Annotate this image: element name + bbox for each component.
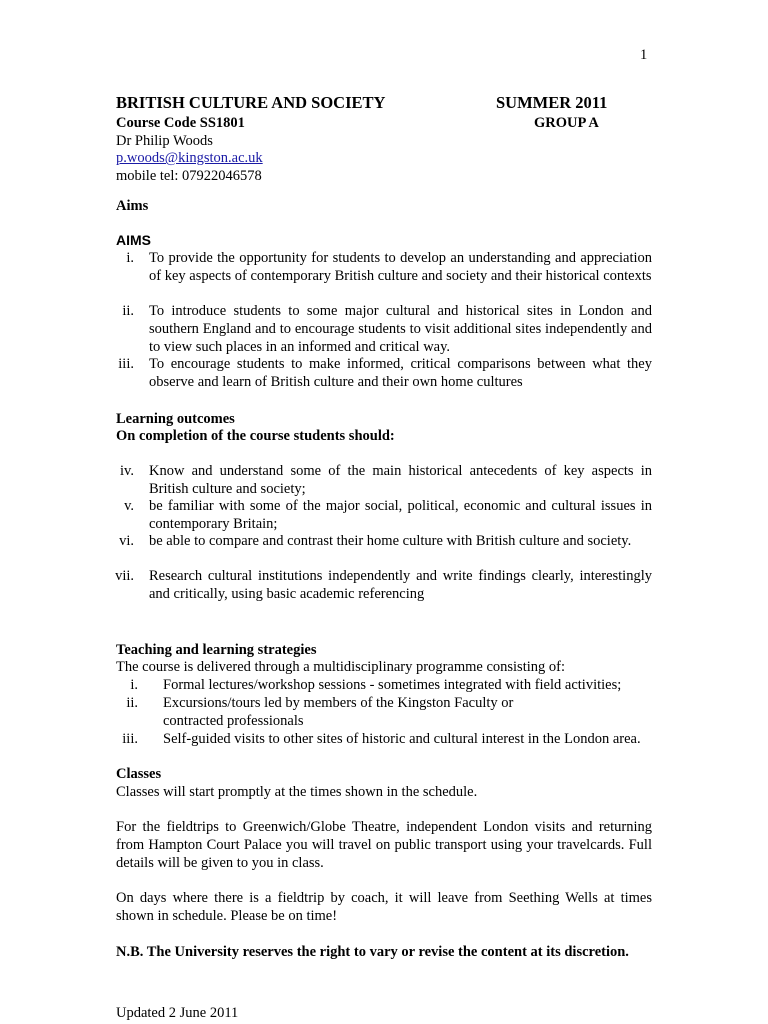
course-code: Course Code SS1801 (116, 115, 245, 131)
updated-date: Updated 2 June 2011 (116, 1005, 239, 1021)
list-text: To provide the opportunity for students to develop an understanding and appreciation of key aspects of contemporary British culture and society and their historical contexts (149, 250, 652, 284)
teaching-intro: The course is delivered through a multidisciplinary programme consisting of: (116, 659, 565, 675)
list-text: Formal lectures/workshop sessions - sometimes integrated with field activities; (163, 677, 622, 693)
list-text: Know and understand some of the main historical antecedents of key aspects in British culture and society; (149, 463, 652, 497)
list-item (98, 694, 652, 730)
page-number: 1 (640, 47, 648, 63)
list-item (94, 302, 652, 355)
list-item (94, 462, 652, 497)
list-text: Self-guided visits to other sites of historic and cultural interest in the London area. (163, 731, 641, 747)
course-term: SUMMER 2011 (496, 93, 608, 112)
list-item (98, 730, 652, 766)
list-item (94, 567, 652, 603)
list-number: ii. (126, 695, 138, 711)
learning-outcomes-heading: Learning outcomes (116, 411, 235, 427)
list-text: Research cultural institutions independently and write findings clearly, interestingly and critically, using basic academic referencing (149, 568, 652, 602)
list-number: i. (130, 677, 138, 693)
list-item (94, 532, 652, 567)
list-number: iii. (122, 731, 138, 747)
list-text: be familiar with some of the major social, political, economic and cultural issues in contemporary Britain; (149, 498, 652, 532)
course-group: GROUP A (534, 115, 599, 131)
list-item (98, 676, 652, 694)
teaching-heading: Teaching and learning strategies (116, 642, 317, 658)
list-number: iii. (118, 356, 134, 372)
lecturer-name: Dr Philip Woods (116, 133, 213, 149)
list-number: vi. (119, 533, 134, 549)
mobile-number: mobile tel: 07922046578 (116, 168, 262, 184)
list-text: To encourage students to make informed, critical comparisons between what they observe and learn of British culture and their own home cultures (149, 356, 652, 390)
list-number: v. (124, 498, 134, 514)
list-item (94, 249, 652, 302)
list-item (94, 497, 652, 532)
list-number: vii. (115, 568, 134, 584)
list-number: i. (126, 250, 134, 266)
list-number: ii. (122, 303, 134, 319)
classes-heading: Classes (116, 766, 162, 782)
strategies-list (98, 676, 652, 766)
list-text: Excursions/tours led by members of the Kingston Faculty or contracted professionals (163, 695, 514, 729)
classes-text: Classes will start promptly at the times shown in the schedule. (116, 784, 478, 800)
fieldtrips-paragraph: For the fieldtrips to Greenwich/Globe Theatre, independent London visits and returning from Hampton Court Palace you will travel on public transport using your travelcards. Full details will be given to you in class. (116, 819, 652, 871)
list-text: To introduce students to some major cultural and historical sites in London and southern England and to encourage students to visit additional sites independently and to view such places in an informed and critical way. (149, 303, 652, 355)
aims-heading: AIMS (116, 232, 151, 248)
list-item (94, 355, 652, 391)
aims-list (94, 249, 652, 391)
coach-paragraph: On days where there is a fieldtrip by coach, it will leave from Seething Wells at times shown in schedule. Please be on time! (116, 890, 652, 924)
outcomes-list (94, 462, 652, 603)
nb-paragraph: N.B. The University reserves the right to vary or revise the content at its discretion. (116, 944, 629, 960)
list-text: be able to compare and contrast their home culture with British culture and society. (149, 533, 632, 549)
course-title: BRITISH CULTURE AND SOCIETY (116, 93, 386, 112)
aims-label: Aims (116, 198, 149, 214)
list-number: iv. (120, 463, 134, 479)
learning-outcomes-subheading: On completion of the course students should: (116, 428, 395, 444)
email-link[interactable]: p.woods@kingston.ac.uk (116, 150, 263, 166)
